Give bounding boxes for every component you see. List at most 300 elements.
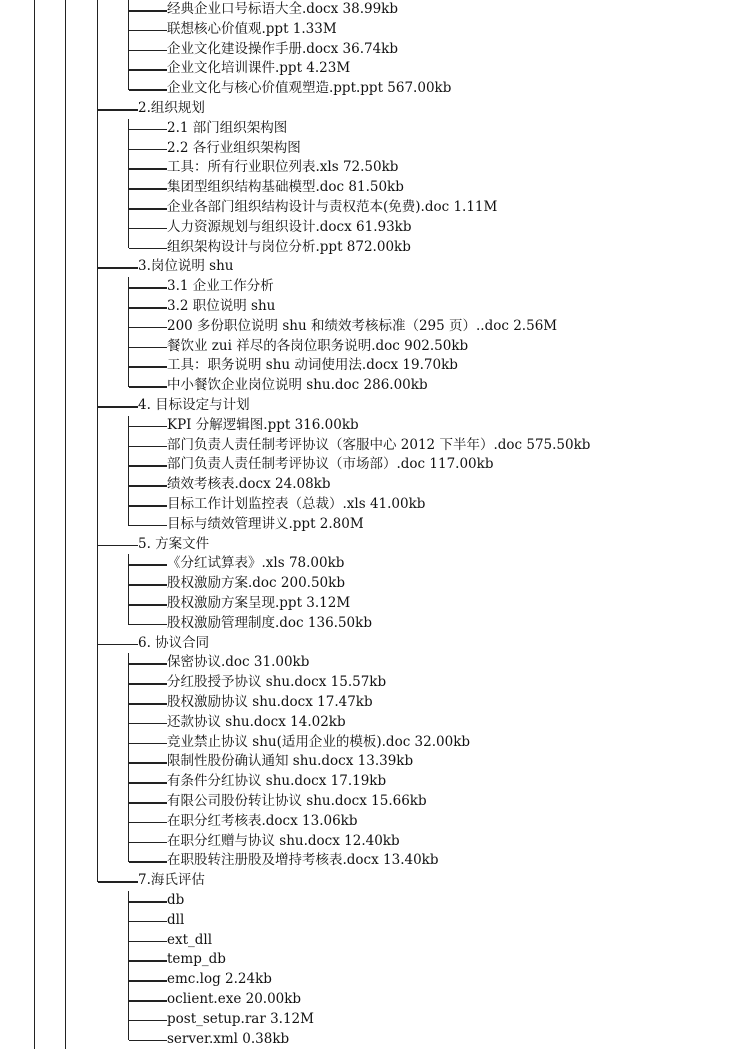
tree-guide-line [97,495,98,515]
folder-label: 3.岗位说明 shu [138,258,234,275]
tree-guide-line [97,356,98,376]
file-row[interactable] [0,693,750,713]
tree-branch-connector [128,851,167,862]
tree-branch-connector [128,455,167,475]
tree-guide-line [65,1030,66,1050]
tree-guide-line [97,812,98,832]
tree-guide-line [97,297,98,317]
tree-guide-line [65,218,66,238]
tree-branch-connector [128,376,167,387]
file-row[interactable] [0,950,750,970]
tree-branch-connector [128,416,167,436]
tree-guide-line [65,198,66,218]
tree-guide-line [97,653,98,673]
file-row[interactable] [0,337,750,357]
tree-branch-connector [128,20,167,40]
tree-guide-line [34,812,35,832]
tree-guide-line [34,990,35,1010]
tree-branch-connector [128,475,167,495]
tree-guide-line [65,693,66,713]
tree-branch-connector [128,594,167,614]
tree-guide-line [65,455,66,475]
tree-guide-line [65,59,66,79]
file-label: 工具：职务说明 shu 动词使用法.docx 19.70kb [167,357,458,374]
tree-guide-line [97,79,98,99]
tree-guide-line [34,317,35,337]
file-row[interactable] [0,990,750,1010]
tree-guide-line [97,139,98,159]
tree-guide-line [97,832,98,852]
tree-guide-line [65,911,66,931]
file-label: 企业文化与核心价值观塑造.ppt.ppt 567.00kb [167,80,452,97]
tree-guide-line [97,614,98,634]
tree-guide-line [34,257,35,277]
tree-guide-line [97,455,98,475]
file-label: 3.2 职位说明 shu [167,298,276,314]
file-label: 人力资源规划与组织设计.docx 61.93kb [167,218,412,235]
file-label: 部门负责人责任制考评协议（市场部）.doc 117.00kb [167,456,494,473]
file-label: 部门负责人责任制考评协议（客服中心 2012 下半年）.doc 575.50kb [167,436,591,453]
file-row[interactable] [0,911,750,931]
tree-guide-line [97,792,98,812]
tree-guide-line [34,792,35,812]
file-row[interactable] [0,733,750,753]
tree-guide-line [34,614,35,634]
tree-branch-connector [128,297,167,317]
file-label: 竞业禁止协议 shu(适用企业的模板).doc 32.00kb [167,733,471,750]
tree-guide-line [65,871,66,891]
file-row[interactable] [0,59,750,79]
file-label: 股权激励方案呈现.ppt 3.12M [167,595,351,611]
tree-branch-connector [128,40,167,60]
tree-guide-line [34,238,35,258]
tree-guide-line [65,20,66,40]
file-label: 在职股转注册股及增持考核表.docx 13.40kb [167,852,439,869]
tree-branch-connector [128,574,167,594]
tree-guide-line [65,653,66,673]
tree-guide-line [97,317,98,337]
file-row[interactable] [0,356,750,376]
tree-guide-line [34,79,35,99]
tree-branch-connector [128,792,167,812]
tree-guide-line [34,376,35,396]
file-row[interactable] [0,554,750,574]
tree-guide-line [65,535,66,555]
tree-guide-line [34,436,35,456]
tree-guide-line [34,356,35,376]
file-row[interactable] [0,1030,750,1050]
tree-guide-line [65,40,66,60]
file-label: 有条件分红协议 shu.docx 17.19kb [167,773,387,790]
file-label: 股权激励协议 shu.docx 17.47kb [167,694,373,710]
file-label: 工具：所有行业职位列表.xls 72.50kb [167,159,399,176]
tree-guide-line [65,772,66,792]
tree-branch-connector [128,812,167,832]
file-row[interactable] [0,139,750,159]
tree-guide-line [34,693,35,713]
tree-guide-line [65,139,66,159]
tree-guide-line [34,653,35,673]
tree-guide-line [65,238,66,258]
tree-guide-line [65,792,66,812]
file-label: 集团型组织结构基础模型.doc 81.50kb [167,179,404,196]
tree-guide-line [65,158,66,178]
file-row[interactable] [0,178,750,198]
file-label: 分红股授予协议 shu.docx 15.57kb [167,674,387,691]
tree-guide-line [34,931,35,951]
tree-guide-line [65,79,66,99]
tree-branch-connector [128,198,167,218]
tree-guide-line [65,416,66,436]
file-label: 企业文化培训课件.ppt 4.23M [167,60,351,77]
folder-row[interactable] [0,871,750,891]
tree-branch-connector [128,356,167,376]
tree-branch-connector [128,832,167,852]
file-label: 目标与绩效管理讲义.ppt 2.80M [167,515,364,532]
tree-branch-connector [128,337,167,357]
tree-guide-line [97,218,98,238]
folder-label: 4. 目标设定与计划 [138,397,250,413]
tree-guide-line [34,713,35,733]
file-label: 餐饮业 zui 祥尽的各岗位职务说明.doc 902.50kb [167,337,469,354]
file-row[interactable] [0,673,750,693]
tree-guide-line [34,396,35,416]
tree-guide-line [65,1010,66,1030]
file-row[interactable] [0,574,750,594]
tree-guide-line [65,931,66,951]
tree-guide-line [34,297,35,317]
tree-guide-line [65,178,66,198]
tree-branch-connector [128,79,167,90]
file-row[interactable] [0,515,750,535]
tree-guide-line [65,614,66,634]
file-row[interactable] [0,277,750,297]
file-label: 企业各部门组织结构设计与责权范本(免费).doc 1.11M [167,199,498,215]
tree-guide-line [34,832,35,852]
tree-guide-line [65,990,66,1010]
file-row[interactable] [0,0,750,20]
tree-guide-line [34,59,35,79]
file-row[interactable] [0,238,750,258]
tree-guide-line [97,772,98,792]
tree-guide-line [97,851,98,871]
file-label: ext_dll [167,931,213,948]
tree-guide-line [34,733,35,753]
tree-guide-line [34,416,35,436]
file-label: 200 多份职位说明 shu 和绩效考核标准（295 页）..doc 2.56M [167,317,558,334]
tree-guide-line [97,594,98,614]
tree-guide-line [65,0,66,20]
tree-branch-connector [128,515,167,526]
folder-row[interactable] [0,257,750,277]
tree-branch-connector [128,693,167,713]
file-row[interactable] [0,317,750,337]
file-row[interactable] [0,970,750,990]
tree-branch-connector [128,554,167,574]
tree-branch-connector [128,891,167,911]
tree-branch-connector [128,653,167,673]
tree-branch-connector [97,99,138,119]
tree-guide-line [34,455,35,475]
tree-guide-line [65,277,66,297]
tree-guide-line [97,178,98,198]
tree-guide-line [65,257,66,277]
file-label: KPI 分解逻辑图.ppt 316.00kb [167,416,359,433]
file-row[interactable] [0,475,750,495]
tree-branch-connector [128,990,167,1010]
tree-branch-connector [97,257,138,277]
tree-guide-line [34,40,35,60]
folder-row[interactable] [0,396,750,416]
tree-guide-line [97,416,98,436]
tree-guide-line [34,475,35,495]
tree-branch-connector [97,871,138,882]
file-label: 《分红试算表》.xls 78.00kb [167,555,345,572]
tree-guide-line [65,356,66,376]
tree-guide-line [97,673,98,693]
tree-guide-line [65,851,66,871]
file-row[interactable] [0,119,750,139]
file-label: db [167,892,185,908]
folder-row[interactable] [0,99,750,119]
tree-guide-line [34,337,35,357]
tree-guide-line [34,851,35,871]
tree-guide-line [65,376,66,396]
tree-guide-line [34,99,35,119]
tree-guide-line [65,515,66,535]
tree-guide-line [65,337,66,357]
tree-guide-line [34,198,35,218]
tree-guide-line [97,238,98,258]
tree-guide-line [34,139,35,159]
tree-guide-line [34,119,35,139]
tree-guide-line [65,495,66,515]
folder-row[interactable] [0,535,750,555]
file-label: temp_db [167,951,226,968]
tree-branch-connector [128,911,167,931]
file-row[interactable] [0,436,750,456]
file-row[interactable] [0,792,750,812]
tree-guide-line [97,475,98,495]
file-row[interactable] [0,40,750,60]
file-label: 股权激励方案.doc 200.50kb [167,575,345,592]
file-row[interactable] [0,1010,750,1030]
file-label: dll [167,911,185,928]
file-row[interactable] [0,218,750,238]
tree-guide-line [65,733,66,753]
tree-branch-connector [128,733,167,753]
tree-guide-line [34,752,35,772]
tree-guide-line [65,594,66,614]
tree-guide-line [65,713,66,733]
tree-guide-line [65,475,66,495]
tree-guide-line [97,713,98,733]
tree-branch-connector [128,495,167,515]
file-label: 保密协议.doc 31.00kb [167,654,310,671]
file-label: 还款协议 shu.docx 14.02kb [167,713,346,730]
file-row[interactable] [0,851,750,871]
tree-branch-connector [128,970,167,990]
tree-guide-line [65,634,66,654]
tree-guide-line [97,198,98,218]
file-row[interactable] [0,772,750,792]
tree-guide-line [65,673,66,693]
tree-branch-connector [128,178,167,198]
tree-guide-line [34,158,35,178]
tree-guide-line [97,693,98,713]
tree-guide-line [34,634,35,654]
file-label: 3.1 企业工作分析 [167,278,274,295]
tree-guide-line [97,59,98,79]
file-label: 2.1 部门组织架构图 [167,119,288,136]
tree-guide-line [34,772,35,792]
tree-guide-line [34,495,35,515]
tree-guide-line [34,218,35,238]
tree-guide-line [34,554,35,574]
file-label: 绩效考核表.docx 24.08kb [167,476,331,493]
tree-guide-line [65,970,66,990]
tree-guide-line [34,594,35,614]
tree-guide-line [97,554,98,574]
file-row[interactable] [0,297,750,317]
tree-guide-line [34,970,35,990]
tree-guide-line [97,277,98,297]
folder-label: 5. 方案文件 [138,535,210,552]
tree-guide-line [97,574,98,594]
tree-branch-connector [97,634,138,654]
file-row[interactable] [0,416,750,436]
tree-guide-line [34,574,35,594]
folder-label: 2.组织规划 [138,100,205,116]
tree-guide-line [34,871,35,891]
tree-guide-line [65,950,66,970]
tree-guide-line [97,20,98,40]
tree-guide-line [97,0,98,20]
file-label: 经典企业口号标语大全.docx 38.99kb [167,1,398,17]
tree-branch-connector [128,238,167,249]
tree-branch-connector [128,950,167,970]
tree-guide-line [65,554,66,574]
tree-guide-line [34,0,35,20]
tree-branch-connector [128,277,167,297]
file-row[interactable] [0,594,750,614]
tree-guide-line [34,950,35,970]
file-row[interactable] [0,891,750,911]
tree-guide-line [97,752,98,772]
file-row[interactable] [0,812,750,832]
file-label: post_setup.rar 3.12M [167,1010,314,1027]
tree-guide-line [34,911,35,931]
file-row[interactable] [0,376,750,396]
tree-guide-line [65,297,66,317]
tree-guide-line [34,673,35,693]
tree-guide-line [97,733,98,753]
file-label: 2.2 各行业组织架构图 [167,139,301,156]
file-row[interactable] [0,158,750,178]
file-row[interactable] [0,495,750,515]
file-row[interactable] [0,455,750,475]
tree-guide-line [97,40,98,60]
tree-guide-line [65,436,66,456]
file-label: server.xml 0.38kb [167,1030,290,1047]
file-label: 限制性股份确认通知 shu.docx 13.39kb [167,753,414,770]
file-label: emc.log 2.24kb [167,971,272,988]
tree-guide-line [97,436,98,456]
tree-guide-line [65,752,66,772]
tree-guide-line [34,277,35,297]
tree-branch-connector [128,752,167,772]
file-label: 在职分红考核表.docx 13.06kb [167,812,358,829]
tree-guide-line [34,1030,35,1050]
file-row[interactable] [0,832,750,852]
tree-guide-line [97,119,98,139]
tree-branch-connector [128,119,167,139]
tree-guide-line [65,317,66,337]
file-label: oclient.exe 20.00kb [167,991,302,1007]
tree-branch-connector [128,1010,167,1030]
tree-guide-line [34,535,35,555]
tree-guide-line [97,376,98,396]
file-row[interactable] [0,752,750,772]
tree-branch-connector [128,436,167,456]
file-label: 企业文化建设操作手册.docx 36.74kb [167,40,398,57]
tree-guide-line [65,812,66,832]
tree-guide-line [65,574,66,594]
tree-branch-connector [128,317,167,337]
file-row[interactable] [0,20,750,40]
tree-guide-line [97,158,98,178]
tree-branch-connector [128,0,167,20]
tree-branch-connector [128,673,167,693]
folder-label: 7.海氏评估 [138,872,205,889]
tree-branch-connector [128,614,167,625]
file-row[interactable] [0,79,750,99]
folder-label: 6. 协议合同 [138,634,210,651]
tree-guide-line [34,178,35,198]
file-label: 有限公司股份转让协议 shu.docx 15.66kb [167,793,427,809]
tree-branch-connector [128,59,167,79]
tree-branch-connector [128,713,167,733]
file-label: 股权激励管理制度.doc 136.50kb [167,614,372,631]
file-label: 在职分红赠与协议 shu.docx 12.40kb [167,832,400,849]
tree-branch-connector [128,158,167,178]
folder-row[interactable] [0,634,750,654]
file-row[interactable] [0,713,750,733]
tree-guide-line [65,99,66,119]
tree-branch-connector [128,139,167,159]
tree-branch-connector [97,396,138,416]
file-row[interactable] [0,198,750,218]
tree-guide-line [34,20,35,40]
file-row[interactable] [0,614,750,634]
tree-branch-connector [128,772,167,792]
file-row[interactable] [0,653,750,673]
tree-guide-line [65,891,66,911]
tree-guide-line [34,515,35,535]
tree-branch-connector [128,218,167,238]
file-label: 联想核心价值观.ppt 1.33M [167,20,337,37]
tree-branch-connector [97,535,138,555]
file-label: 中小餐饮企业岗位说明 shu.doc 286.00kb [167,377,428,394]
file-row[interactable] [0,931,750,951]
tree-guide-line [34,1010,35,1030]
file-label: 目标工作计划监控表（总裁）.xls 41.00kb [167,496,426,512]
tree-guide-line [97,337,98,357]
tree-guide-line [97,515,98,535]
tree-guide-line [65,832,66,852]
file-label: 组织架构设计与岗位分析.ppt 872.00kb [167,238,411,255]
tree-guide-line [34,891,35,911]
